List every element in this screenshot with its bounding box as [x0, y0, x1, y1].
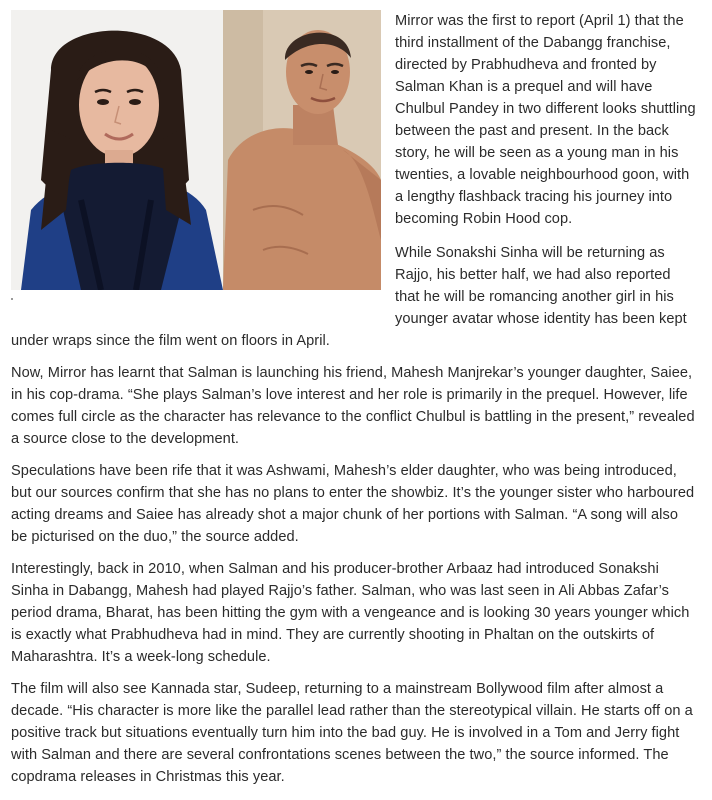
article-paragraph-4: Speculations have been rife that it was Ashwami, Mahesh’s elder daughter, who was being introduced, but our sources confirm that she has no plans to enter the showbiz. It’s the younger sister who harboured acting dreams and Saiee has already shot a major chunk of her portions with Salman. “A song will also be picturised on the duo,” the source added.: [11, 463, 695, 545]
article-paragraph-2: While Sonakshi Sinha will be returning as Rajjo, his better half, we had also reported that he will be romancing another girl in his younger avatar whose identity has been kept under wraps since the film went on floors in April.: [11, 245, 687, 349]
caption-dot: [11, 298, 13, 300]
article-paragraph-6: The film will also see Kannada star, Sudeep, returning to a mainstream Bollywood film after almost a decade. “His character is more like the parallel lead rather than the stereotypical villain. He starts off on a positive track but situations eventually turn him into the bad guy. He is involved in a Tom and Jerry fight with Salman and there are several confrontations scenes between the two,” the source informed. The copdrama releases in Christmas this year.: [11, 681, 693, 785]
photo-shirtless-man: [223, 10, 381, 290]
man-portrait-illustration: [223, 10, 381, 290]
photo-collage: [11, 10, 381, 310]
photo-young-woman: [11, 10, 223, 290]
article-paragraph-5: Interestingly, back in 2010, when Salman and his producer-brother Arbaaz had introduced Sonakshi Sinha in Dabangg, Mahesh had played Rajjo’s father. Salman, who was last seen in Ali Abbas Zafar’s period drama, Bharat, has been hitting the gym with a vengeance and is looking 30 years younger which is exactly what Prabhudheva had in mind. They are currently shooting in Phaltan on the outskirts of Maharashtra. It’s a week-long schedule.: [11, 561, 690, 665]
article-paragraph-1: Mirror was the first to report (April 1) that the third installment of the Dabangg franchise, directed by Prabhudheva and fronted by Salman Khan is a prequel and will have Chulbul Pandey in two different looks shuttling between the past and present. In the back story, he will be seen as a young man in his twenties, a lovable neighbourhood goon, with a lengthy flashback tracing his journey into becoming Robin Hood cop.: [395, 13, 696, 227]
article-paragraph-3: Now, Mirror has learnt that Salman is launching his friend, Mahesh Manjrekar’s younger daughter, Saiee, in his cop-drama. “She plays Salman’s love interest and her role is primarily in the prequel. However, life comes full circle as the character has relevance to the conflict Chulbul is battling in the present,” revealed a source close to the development.: [11, 365, 695, 447]
woman-portrait-illustration: [11, 10, 223, 290]
